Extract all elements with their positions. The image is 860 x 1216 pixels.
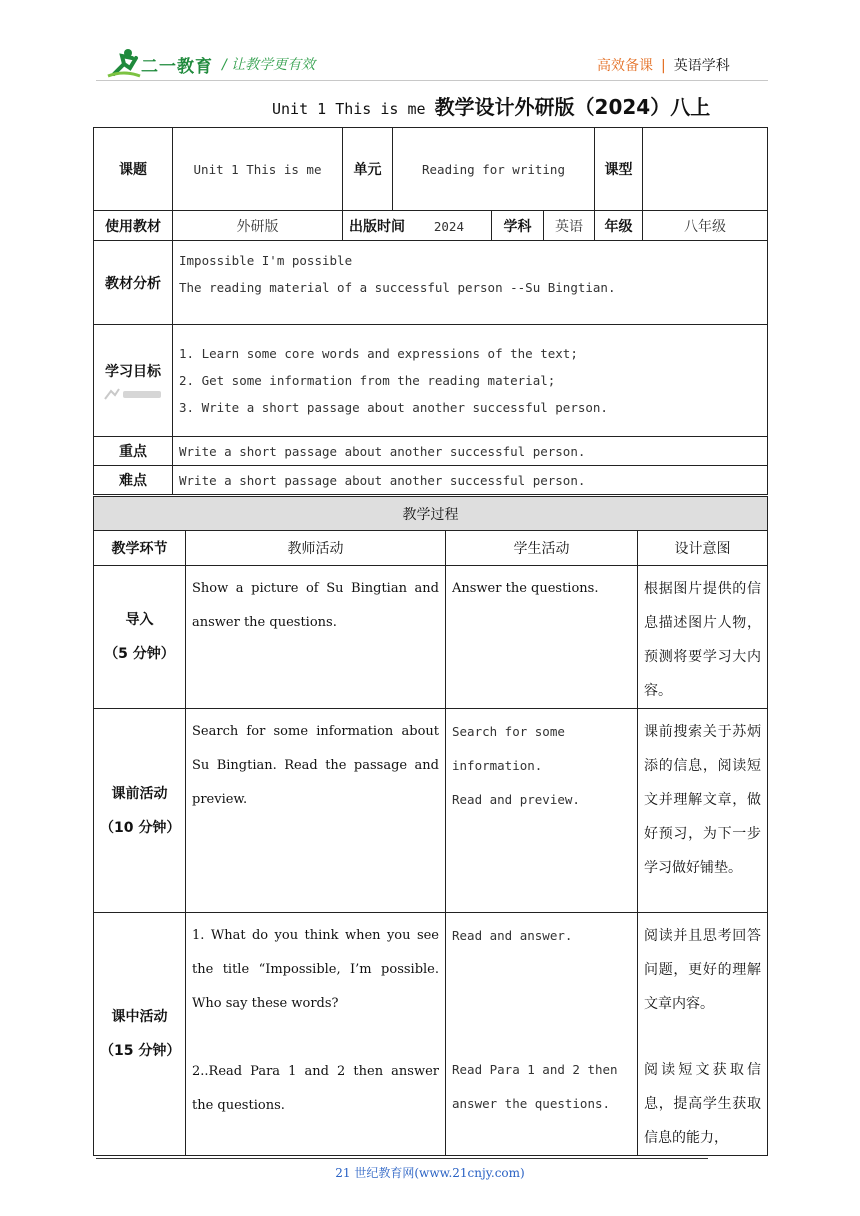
intent-cell: 阅读并且思考回答问题，更好的理解文章内容。 阅读短文获取信息，提高学生获取信息的能力， [638,913,768,1156]
subject-label: 学科 [492,211,544,241]
stage-cell: 导入 （5 分钟） [94,566,186,709]
student-cell: Search for some information. Read and preview. [446,709,638,913]
pubtime-value: 2024 [433,218,464,234]
col-intent: 设计意图 [638,531,768,566]
type-label: 课型 [595,128,643,211]
row-topic [94,128,768,211]
teacher-cell: Show a picture of Su Bingtian and answer the questions. [186,566,446,709]
unit-value: Reading for writing [393,128,595,211]
grade-value: 八年级 [643,211,768,241]
textbook-value: 外研版 [173,211,343,241]
col-stage: 教学环节 [94,531,186,566]
logo-text: 二一教育 [141,57,213,77]
row-difficulty [94,466,768,495]
goals-label-cell [94,325,173,437]
process-heading: 教学过程 [94,497,768,531]
textbook-label: 使用教材 [94,211,173,241]
document-title: Unit 1 This is me 教学设计外研版（2024）八上 [272,95,711,119]
type-value [643,128,768,211]
process-row-inclass [94,913,768,1156]
analysis-content: Impossible I'm possible The reading material of a successful person --Su Bingtian. [173,241,768,325]
stage-cell: 课中活动 （15 分钟） [94,913,186,1156]
pubtime-label-cell [343,211,492,241]
info-table [93,127,768,495]
topic-label: 课题 [94,128,173,211]
subject-value: 英语 [544,211,595,241]
row-analysis [94,241,768,325]
analysis-label: 教材分析 [94,241,173,325]
header-subject: 高效备课 | 英语学科 [597,58,730,74]
process-table [93,496,768,1156]
goals-label: 学习目标 [105,363,161,380]
header-divider [96,80,768,81]
col-teacher: 教师活动 [186,531,446,566]
intent-cell: 课前搜索关于苏炳添的信息，阅读短文并理解文章，做好预习，为下一步学习做好铺垫。 [638,709,768,913]
process-heading-row [94,497,768,531]
unit-label: 单元 [343,128,393,211]
page-header [0,0,860,90]
process-row-preclass [94,709,768,913]
difficulty-value: Write a short passage about another successful person. [173,466,768,495]
watermark-logo-icon [103,387,163,401]
teacher-cell: 1. What do you think when you see the title “Impossible, I’m possible. Who say these words? 2..Read Para 1 and 2 then answer the questions. [186,913,446,1156]
student-cell: Answer the questions. [446,566,638,709]
difficulty-label: 难点 [94,466,173,495]
topic-value: Unit 1 This is me [173,128,343,211]
slogan: / 让教学更有效 [222,57,316,73]
student-cell: Read and answer. Read Para 1 and 2 then answer the questions. [446,913,638,1156]
footer-divider [96,1158,708,1159]
row-key [94,437,768,466]
pubtime-label: 出版时间 [349,218,405,235]
stage-cell: 课前活动 （10 分钟） [94,709,186,913]
process-row-intro [94,566,768,709]
row-goals [94,325,768,437]
row-textbook [94,211,768,241]
goals-content: 1. Learn some core words and expressions of the text; 2. Get some information from the reading material; 3. Write a short passage about another successful person. [173,325,768,437]
process-header-row [94,531,768,566]
grade-label: 年级 [595,211,643,241]
col-student: 学生活动 [446,531,638,566]
key-value: Write a short passage about another successful person. [173,437,768,466]
teacher-cell: Search for some information about Su Bingtian. Read the passage and preview. [186,709,446,913]
key-label: 重点 [94,437,173,466]
intent-cell: 根据图片提供的信息描述图片人物，预测将要学习大内容。 [638,566,768,709]
footer-text: 21 世纪教育网(www.21cnjy.com) [335,1166,525,1180]
